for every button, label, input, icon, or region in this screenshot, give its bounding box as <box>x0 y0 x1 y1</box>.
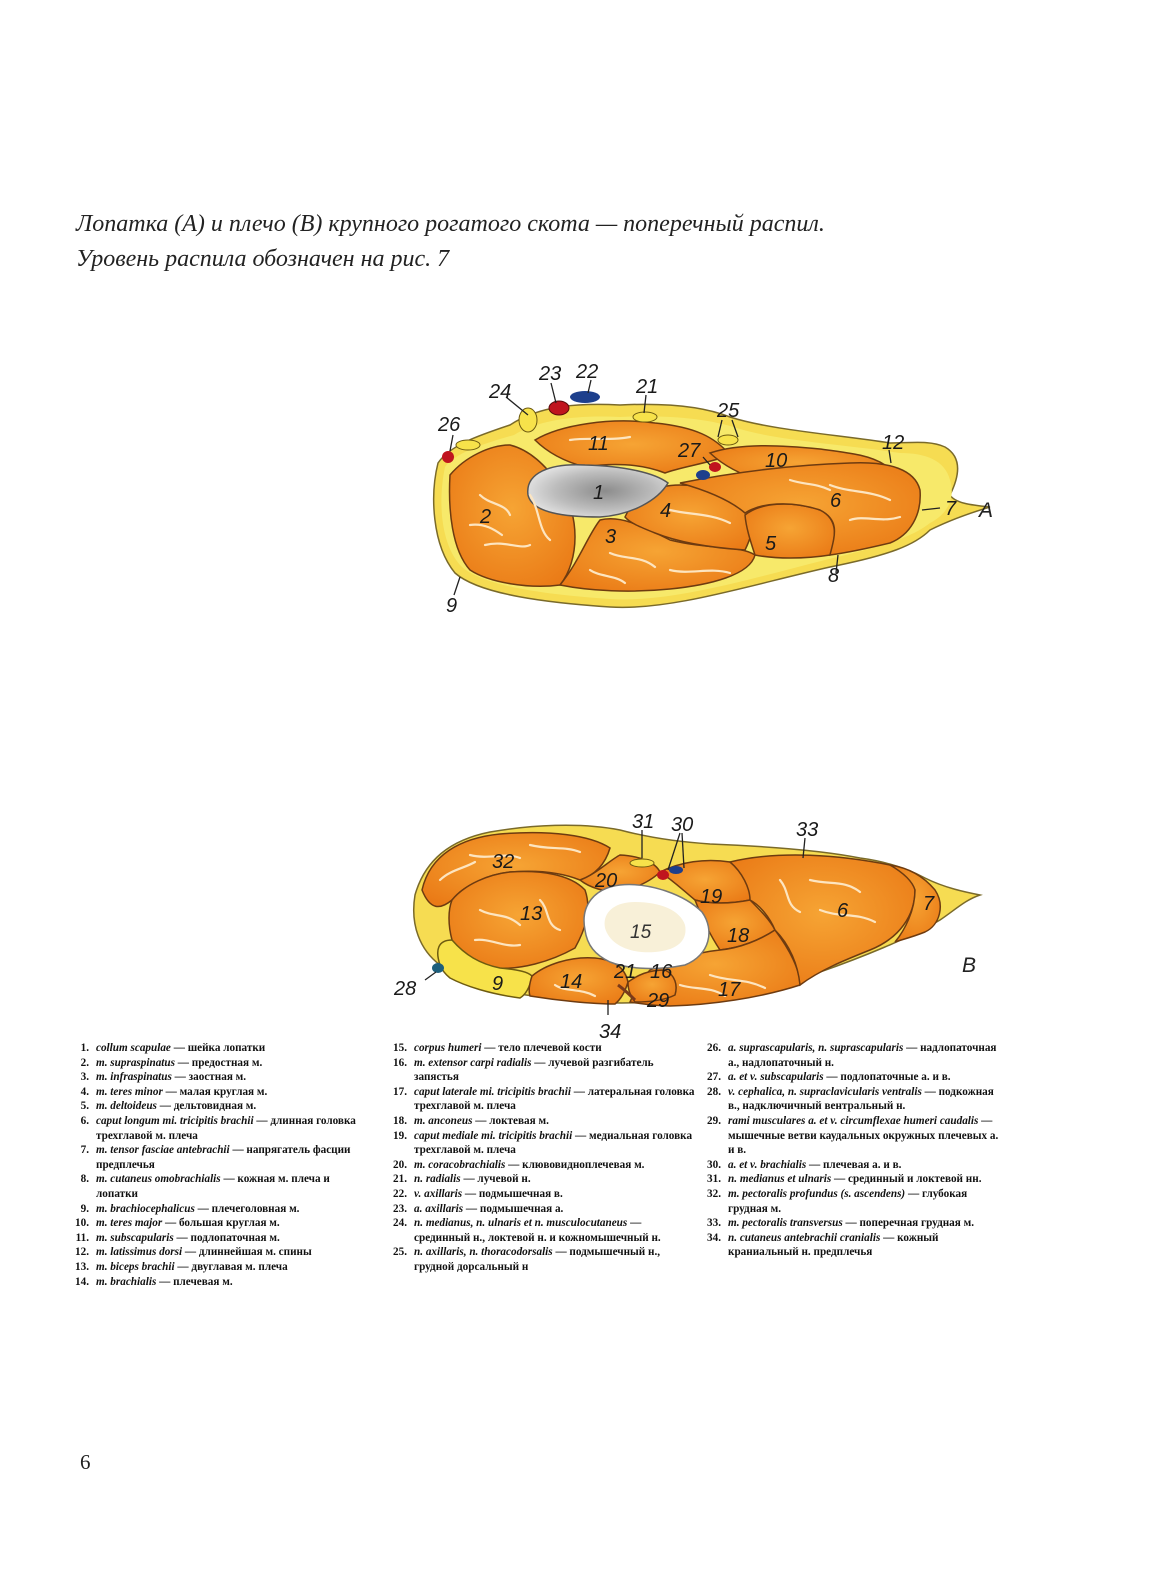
legend-item-latin: m. infraspinatus <box>96 1071 172 1084</box>
legend-item-text <box>728 1158 1004 1173</box>
legend-item-russian: — напрягатель фасции предплечья <box>96 1144 351 1171</box>
legend-item-number: 15. <box>393 1042 407 1054</box>
label-7: 7 <box>945 498 957 520</box>
label-24: 24 <box>489 381 512 403</box>
legend-item-number: 29. <box>707 1114 721 1127</box>
label-9-b: 9 <box>492 973 504 995</box>
legend-item-text <box>96 1260 372 1275</box>
legend-item-latin: m. subscapularis <box>96 1231 174 1244</box>
legend-item-text <box>414 1056 695 1085</box>
caption-line-2: Уровень распила обозначен на рис. 7 <box>76 246 450 272</box>
legend-item-russian: — латеральная головка трехглавой м. плеча <box>414 1085 695 1113</box>
legend-item-latin: a. suprascapularis, n. suprascapularis <box>728 1042 904 1054</box>
muscle-5 <box>745 504 834 558</box>
legend-item-latin: m. coracobrachialis <box>414 1158 506 1171</box>
legend-item-number: 31. <box>707 1173 721 1186</box>
legend-item <box>694 1231 1004 1260</box>
label-12: 12 <box>882 432 905 454</box>
legend-item <box>380 1216 695 1245</box>
legend-item-text <box>414 1158 695 1173</box>
legend-item <box>62 1231 372 1246</box>
legend-item-latin: m. tensor fasciae antebrachii <box>96 1144 230 1157</box>
legend-item-number: 13. <box>75 1260 89 1273</box>
legend-item-number: 10. <box>75 1217 89 1230</box>
legend-item-text <box>96 1202 372 1217</box>
legend-item-latin: m. brachialis <box>96 1275 157 1288</box>
legend-item-text <box>728 1085 1004 1114</box>
legend-item-number: 34. <box>707 1231 721 1244</box>
label-3: 3 <box>605 526 617 548</box>
label-28: 28 <box>394 978 417 1000</box>
label-34: 34 <box>599 1021 622 1043</box>
label-27: 27 <box>678 440 701 462</box>
legend-item <box>380 1114 695 1129</box>
legend-item-number: 18. <box>393 1114 407 1127</box>
label-25: 25 <box>717 400 740 422</box>
nerve-24 <box>519 408 537 432</box>
cross-section-figure-a <box>410 345 1010 635</box>
legend-item-russian: — срединный н., локтевой н. и кожномышечный н. <box>414 1217 661 1244</box>
label-15: 15 <box>630 922 652 943</box>
legend-item-russian: — предостная м. <box>174 1056 263 1069</box>
legend-item <box>694 1187 1004 1216</box>
legend-item <box>694 1070 1004 1085</box>
label-6-b: 6 <box>837 900 849 922</box>
legend-item-latin: collum scapulae <box>96 1042 171 1054</box>
caption-line-1: Лопатка (А) и плечо (В) крупного рогатого скота — поперечный распил. <box>76 211 825 237</box>
legend-item-russian: — лучевой разгибатель запястья <box>414 1056 654 1084</box>
legend-item-latin: n. axillaris, n. thoracodorsalis <box>414 1246 553 1259</box>
label-32: 32 <box>492 851 515 873</box>
legend-item-number: 3. <box>80 1071 89 1084</box>
label-9: 9 <box>446 595 458 617</box>
legend-item-text <box>728 1114 1004 1158</box>
legend-item-russian: — плечевая м. <box>156 1275 233 1288</box>
legend-item <box>62 1245 372 1260</box>
legend-item <box>62 1216 372 1231</box>
vein-22 <box>570 391 600 403</box>
legend-item <box>62 1070 372 1085</box>
label-5: 5 <box>765 533 777 555</box>
legend-item-latin: v. axillaris <box>414 1187 463 1200</box>
vein-28 <box>432 963 444 973</box>
legend-item-text <box>728 1231 1004 1260</box>
label-21: 21 <box>636 376 659 398</box>
artery-26 <box>442 451 454 463</box>
legend-item-number: 33. <box>707 1217 721 1230</box>
artery-23 <box>549 401 569 415</box>
legend-item-latin: m. anconeus <box>414 1114 473 1127</box>
label-23: 23 <box>539 363 562 385</box>
legend-item-russian: — медиальная головка трехглавой м. плеча <box>414 1129 693 1157</box>
legend-item-latin: m. cutaneus omobrachialis <box>96 1173 221 1186</box>
legend-item-russian: — глубокая грудная м. <box>728 1187 968 1215</box>
legend-item-latin: m. teres major <box>96 1217 163 1230</box>
legend-item-number: 16. <box>393 1056 407 1069</box>
legend-item-russian: — подмышечная в. <box>462 1187 563 1200</box>
legend-item-text <box>414 1114 695 1129</box>
legend-item-russian: — срединный и локтевой нн. <box>831 1173 982 1186</box>
figure-caption <box>76 207 1076 277</box>
legend-item-number: 11. <box>75 1231 89 1244</box>
legend-item <box>380 1129 695 1158</box>
legend-item-latin: m. brachiocephalicus <box>96 1202 195 1215</box>
legend-item <box>694 1114 1004 1158</box>
legend-item-latin: rami musculares a. et v. circumflexae humeri caudalis <box>728 1114 979 1127</box>
legend-item-text <box>414 1129 695 1158</box>
label-21-b: 21 <box>614 961 637 983</box>
legend-item-number: 25. <box>393 1246 407 1259</box>
legend-item-text <box>414 1245 695 1274</box>
legend-item <box>380 1041 695 1056</box>
legend-item <box>62 1275 372 1290</box>
label-29: 29 <box>647 990 670 1012</box>
label-13: 13 <box>520 903 543 925</box>
legend-item <box>62 1114 372 1143</box>
legend-item-text <box>414 1041 695 1056</box>
legend-item <box>380 1056 695 1085</box>
vein-27 <box>696 470 710 480</box>
legend-item-text <box>728 1216 1004 1231</box>
legend-item-russian: — шейка лопатки <box>170 1042 266 1054</box>
legend-item-number: 23. <box>393 1202 407 1215</box>
legend-item-latin: v. cephalica, n. supraclavicularis ventralis <box>728 1085 922 1098</box>
legend-item-number: 6. <box>80 1114 89 1127</box>
legend-item-text <box>96 1114 372 1143</box>
page-number: 6 <box>80 1450 91 1474</box>
legend-item-text <box>728 1070 1004 1085</box>
legend-item-latin: a. et v. subscapularis <box>728 1071 824 1084</box>
label-10: 10 <box>765 450 788 472</box>
legend-item-latin: m. teres minor <box>96 1085 163 1098</box>
legend-item-number: 4. <box>80 1085 89 1098</box>
legend-item-number: 32. <box>707 1187 721 1200</box>
legend-item-latin: caput laterale mi. tricipitis brachii <box>414 1085 571 1098</box>
figure-a-letter: A <box>979 499 994 522</box>
legend-item-latin: a. axillaris <box>414 1202 464 1215</box>
nerve-25 <box>718 435 738 445</box>
legend-item-russian: — кожный краниальный н. предплечья <box>728 1231 939 1259</box>
legend-item-russian: — подмышечный н., грудной дорсальный н <box>414 1246 661 1273</box>
legend-item <box>694 1085 1004 1114</box>
legend-item-latin: n. medianus et ulnaris <box>728 1173 832 1186</box>
legend-item-russian: — надлопаточная а., надлопаточный н. <box>728 1042 997 1069</box>
label-18: 18 <box>727 925 750 947</box>
legend-item-text <box>414 1172 695 1187</box>
legend-item <box>694 1041 1004 1070</box>
artery-27 <box>709 462 721 472</box>
legend-item <box>62 1099 372 1114</box>
nerve-31 <box>630 859 654 867</box>
label-4: 4 <box>660 500 672 522</box>
label-22: 22 <box>576 361 599 383</box>
legend-item-russian: — клювовидноплечевая м. <box>505 1158 645 1171</box>
label-1: 1 <box>593 482 605 504</box>
legend-column-3 <box>694 1041 1004 1260</box>
legend-item-russian: — длинная головка трехглавой м. плеча <box>96 1114 356 1142</box>
legend-item <box>380 1085 695 1114</box>
legend-item <box>62 1260 372 1275</box>
legend-item <box>62 1085 372 1100</box>
legend-item-text <box>414 1202 695 1217</box>
label-33: 33 <box>796 819 819 841</box>
legend-item-number: 7. <box>80 1144 89 1157</box>
label-7-b: 7 <box>923 893 935 915</box>
legend-column-1 <box>62 1041 372 1289</box>
legend-item-number: 1. <box>80 1042 89 1054</box>
label-6: 6 <box>830 490 842 512</box>
legend-item-latin: m. pectoralis profundus (s. ascendens) <box>728 1187 906 1200</box>
legend-item-number: 2. <box>80 1056 89 1069</box>
legend-item-russian: — поперечная грудная м. <box>842 1217 975 1230</box>
legend-item-number: 30. <box>707 1158 721 1171</box>
legend-item-text <box>96 1041 372 1056</box>
legend-item <box>380 1172 695 1187</box>
label-11: 11 <box>588 433 609 455</box>
label-14: 14 <box>560 971 583 993</box>
legend-item-russian: — локтевая м. <box>472 1114 549 1127</box>
legend-item <box>380 1202 695 1217</box>
label-8: 8 <box>828 565 840 587</box>
legend-item-number: 19. <box>393 1129 407 1142</box>
legend-item-number: 8. <box>80 1173 89 1186</box>
legend-item-number: 21. <box>393 1173 407 1186</box>
legend-item-number: 12. <box>75 1246 89 1259</box>
label-20: 20 <box>595 870 618 892</box>
nerve-26 <box>456 440 480 450</box>
legend-item <box>380 1187 695 1202</box>
legend-item-latin: n. cutaneus antebrachii cranialis <box>728 1231 881 1244</box>
legend-item-number: 14. <box>75 1275 89 1288</box>
legend-item-latin: a. et v. brachialis <box>728 1158 807 1171</box>
label-17: 17 <box>718 979 741 1001</box>
legend-item-russian: — кожная м. плеча и лопатки <box>96 1173 330 1200</box>
legend-item-text <box>96 1245 372 1260</box>
legend-item-russian: — подлопаточные а. и в. <box>823 1071 951 1084</box>
legend-item-text <box>414 1216 695 1245</box>
legend-item-latin: m. supraspinatus <box>96 1056 175 1069</box>
vein-30 <box>669 866 683 874</box>
label-19: 19 <box>700 886 723 908</box>
label-30: 30 <box>671 814 694 836</box>
legend-item-text <box>728 1172 1004 1187</box>
legend-item-russian: — заостная м. <box>171 1071 247 1084</box>
legend-item <box>694 1158 1004 1173</box>
figure-b-letter: B <box>962 954 977 977</box>
legend-item-text <box>414 1085 695 1114</box>
legend-item-latin: corpus humeri <box>414 1042 482 1054</box>
legend-item-russian: — двуглавая м. плеча <box>174 1260 288 1273</box>
legend-item-number: 27. <box>707 1071 721 1084</box>
legend-item-latin: n. medianus, n. ulnaris et n. musculocutaneus <box>414 1217 628 1230</box>
legend-item-text <box>728 1041 1004 1070</box>
legend-item-latin: m. latissimus dorsi <box>96 1246 183 1259</box>
label-26: 26 <box>438 414 461 436</box>
legend-item <box>694 1172 1004 1187</box>
legend-item <box>694 1216 1004 1231</box>
legend-item <box>62 1041 372 1056</box>
legend-item-text <box>96 1070 372 1085</box>
legend-item-russian: — подмышечная а. <box>463 1202 564 1215</box>
legend-item-russian: — малая круглая м. <box>162 1085 268 1098</box>
legend-item <box>62 1172 372 1201</box>
legend-item-latin: m. extensor carpi radialis <box>414 1056 532 1069</box>
legend-item-russian: — плечеголовная м. <box>194 1202 300 1215</box>
legend-item-number: 24. <box>393 1217 407 1230</box>
label-31: 31 <box>632 811 655 833</box>
legend-item-number: 26. <box>707 1042 721 1054</box>
legend-item-latin: caput longum mi. tricipitis brachii <box>96 1114 254 1127</box>
legend-item-russian: — тело плечевой кости <box>481 1042 602 1054</box>
legend-item-number: 5. <box>80 1100 89 1113</box>
label-16: 16 <box>650 961 673 983</box>
legend-item-text <box>96 1231 372 1246</box>
legend-item-latin: m. deltoideus <box>96 1100 157 1113</box>
legend-item <box>380 1158 695 1173</box>
legend-item-number: 9. <box>80 1202 89 1215</box>
legend-item <box>380 1245 695 1274</box>
legend-item-text <box>96 1143 372 1172</box>
legend-item-number: 20. <box>393 1158 407 1171</box>
legend-item-latin: m. biceps brachii <box>96 1260 175 1273</box>
legend-item-number: 22. <box>393 1187 407 1200</box>
legend-item-russian: — подкожная в., надключичный вентральный н. <box>728 1085 994 1113</box>
legend-item-text <box>96 1216 372 1231</box>
legend-item-text <box>96 1056 372 1071</box>
legend-item-text <box>414 1187 695 1202</box>
cross-section-figure-b <box>380 800 1010 1050</box>
legend-item <box>62 1143 372 1172</box>
legend-item-russian: — длиннейшая м. спины <box>182 1246 312 1259</box>
legend-item-text <box>96 1172 372 1201</box>
legend-item-latin: n. radialis <box>414 1173 461 1186</box>
label-2: 2 <box>480 506 492 528</box>
legend-item-text <box>96 1085 372 1100</box>
legend-item-latin: m. pectoralis transversus <box>728 1217 843 1230</box>
legend-item <box>62 1202 372 1217</box>
legend-item-text <box>96 1275 372 1290</box>
legend-column-2 <box>380 1041 695 1275</box>
legend-item-text <box>728 1187 1004 1216</box>
legend-item <box>62 1056 372 1071</box>
legend-item-latin: caput mediale mi. tricipitis brachii <box>414 1129 573 1142</box>
legend-item-russian: — лучевой н. <box>460 1173 531 1186</box>
legend-item-russian: — подлопаточная м. <box>173 1231 280 1244</box>
nerve-21 <box>633 412 657 422</box>
legend-item-text <box>96 1099 372 1114</box>
legend-item-russian: — большая круглая м. <box>162 1217 280 1230</box>
legend-item-russian: — мышечные ветви каудальных окружных плечевых а. и в. <box>728 1114 999 1157</box>
legend-item-number: 28. <box>707 1085 721 1098</box>
artery-30 <box>657 870 669 880</box>
legend-item-number: 17. <box>393 1085 407 1098</box>
legend-item-russian: — дельтовидная м. <box>156 1100 257 1113</box>
legend-item-russian: — плечевая а. и в. <box>806 1158 902 1171</box>
